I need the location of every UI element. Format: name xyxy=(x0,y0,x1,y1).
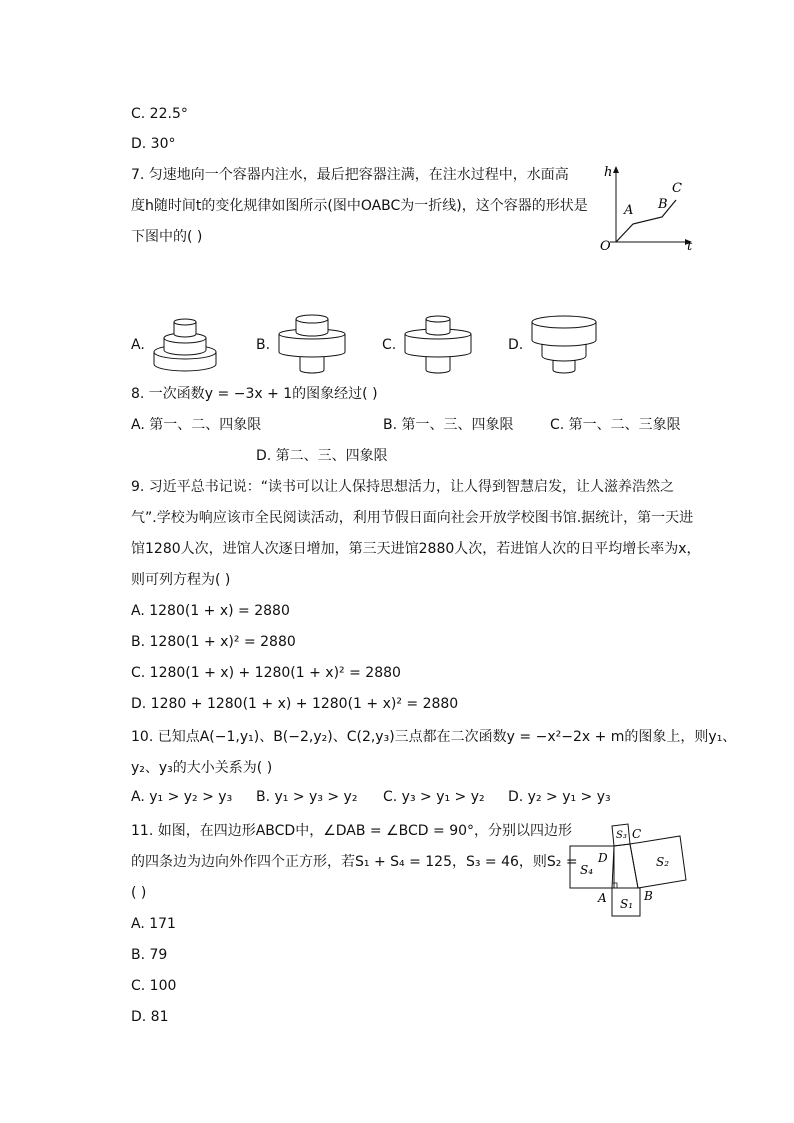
q7-graph-label-b: B xyxy=(658,197,668,212)
q8-option-b: B. 第一、三、四象限 xyxy=(383,417,514,433)
q11-line3: ( ) xyxy=(131,885,147,901)
q11-line1: 11. 如图，在四边形ABCD中，∠DAB = ∠BCD = 90°，分别以四边形 xyxy=(131,823,573,839)
q11-label-s1: S₁ xyxy=(620,897,634,911)
q7-graph-label-c: C xyxy=(672,181,682,196)
q7-option-a-container xyxy=(150,312,220,374)
q9-line4: 则可列方程为( ) xyxy=(131,572,231,588)
q7-graph xyxy=(592,162,702,254)
q7-option-c-label: C. xyxy=(382,337,397,353)
q7-line2: 度h随时间t的变化规律如图所示(图中OABC为一折线)，这个容器的形状是 xyxy=(131,198,588,214)
q11-option-c: C. 100 xyxy=(131,978,177,994)
q9-option-a: A. 1280(1 + x) = 2880 xyxy=(131,603,290,619)
q11-option-a: A. 171 xyxy=(131,916,176,932)
q7-option-d-container xyxy=(526,312,602,376)
q7-option-d-label: D. xyxy=(508,337,524,353)
q9-option-c: C. 1280(1 + x) + 1280(1 + x)² = 2880 xyxy=(131,665,401,681)
q11-label-s2: S₂ xyxy=(656,855,670,869)
q11-label-c: C xyxy=(632,827,642,841)
q10-option-a: A. y₁ > y₂ > y₃ xyxy=(131,789,233,805)
q8-option-d: D. 第二、三、四象限 xyxy=(256,448,388,464)
q6-option-d: D. 30° xyxy=(131,136,176,152)
q9-line1: 9. 习近平总书记说：“读书可以让人保持思想活力，让人得到智慧启发，让人滋养浩然之 xyxy=(131,479,675,495)
q10-line1: 10. 已知点A(−1,y₁)、B(−2,y₂)、C(2,y₃)三点都在二次函数y = −x²−2x + m的图象上，则y₁、 xyxy=(131,729,737,745)
q11-label-s4: S₄ xyxy=(580,863,594,877)
q9-option-b: B. 1280(1 + x)² = 2880 xyxy=(131,634,296,650)
q9-option-d: D. 1280 + 1280(1 + x) + 1280(1 + x)² = 2880 xyxy=(131,696,459,712)
q7-option-c-container xyxy=(400,312,476,376)
q10-option-b: B. y₁ > y₃ > y₂ xyxy=(256,789,358,805)
q8-stem: 8. 一次函数y = −3x + 1的图象经过( ) xyxy=(131,386,378,402)
q7-graph-label-h: h xyxy=(604,165,613,180)
q7-line3: 下图中的( ) xyxy=(131,229,203,245)
q11-label-a: A xyxy=(598,891,607,905)
q7-graph-label-o: O xyxy=(600,239,611,254)
q7-option-a-label: A. xyxy=(131,337,145,353)
q7-line1: 7. 匀速地向一个容器内注水，最后把容器注满，在注水过程中，水面高 xyxy=(131,167,569,183)
q11-option-b: B. 79 xyxy=(131,947,168,963)
q7-graph-label-t: t xyxy=(687,239,693,254)
q6-option-c: C. 22.5° xyxy=(131,106,188,122)
q11-figure xyxy=(566,820,694,920)
q10-option-c: C. y₃ > y₁ > y₂ xyxy=(383,789,485,805)
q11-label-s3: S₃ xyxy=(616,830,627,841)
q7-option-b-container xyxy=(274,312,350,376)
q8-option-a: A. 第一、二、四象限 xyxy=(131,417,262,433)
q11-option-d: D. 81 xyxy=(131,1009,169,1025)
q10-line2: y₂、y₃的大小关系为( ) xyxy=(131,760,273,776)
q10-option-d: D. y₂ > y₁ > y₃ xyxy=(508,789,611,805)
q11-line2: 的四条边为边向外作四个正方形，若S₁ + S₄ = 125，S₃ = 46，则S₂ = xyxy=(131,854,578,870)
q8-option-c: C. 第一、二、三象限 xyxy=(550,417,681,433)
q11-label-b: B xyxy=(644,889,653,903)
q11-label-d: D xyxy=(598,851,608,865)
q9-line3: 馆1280人次，进馆人次逐日增加，第三天进馆2880人次，若进馆人次的日平均增长率为x， xyxy=(131,541,701,557)
q7-graph-label-a: A xyxy=(624,203,634,218)
q9-line2: 气”.学校为响应该市全民阅读活动，利用节假日面向社会开放学校图书馆.据统计，第一天进 xyxy=(131,510,694,526)
q7-option-b-label: B. xyxy=(256,337,271,353)
